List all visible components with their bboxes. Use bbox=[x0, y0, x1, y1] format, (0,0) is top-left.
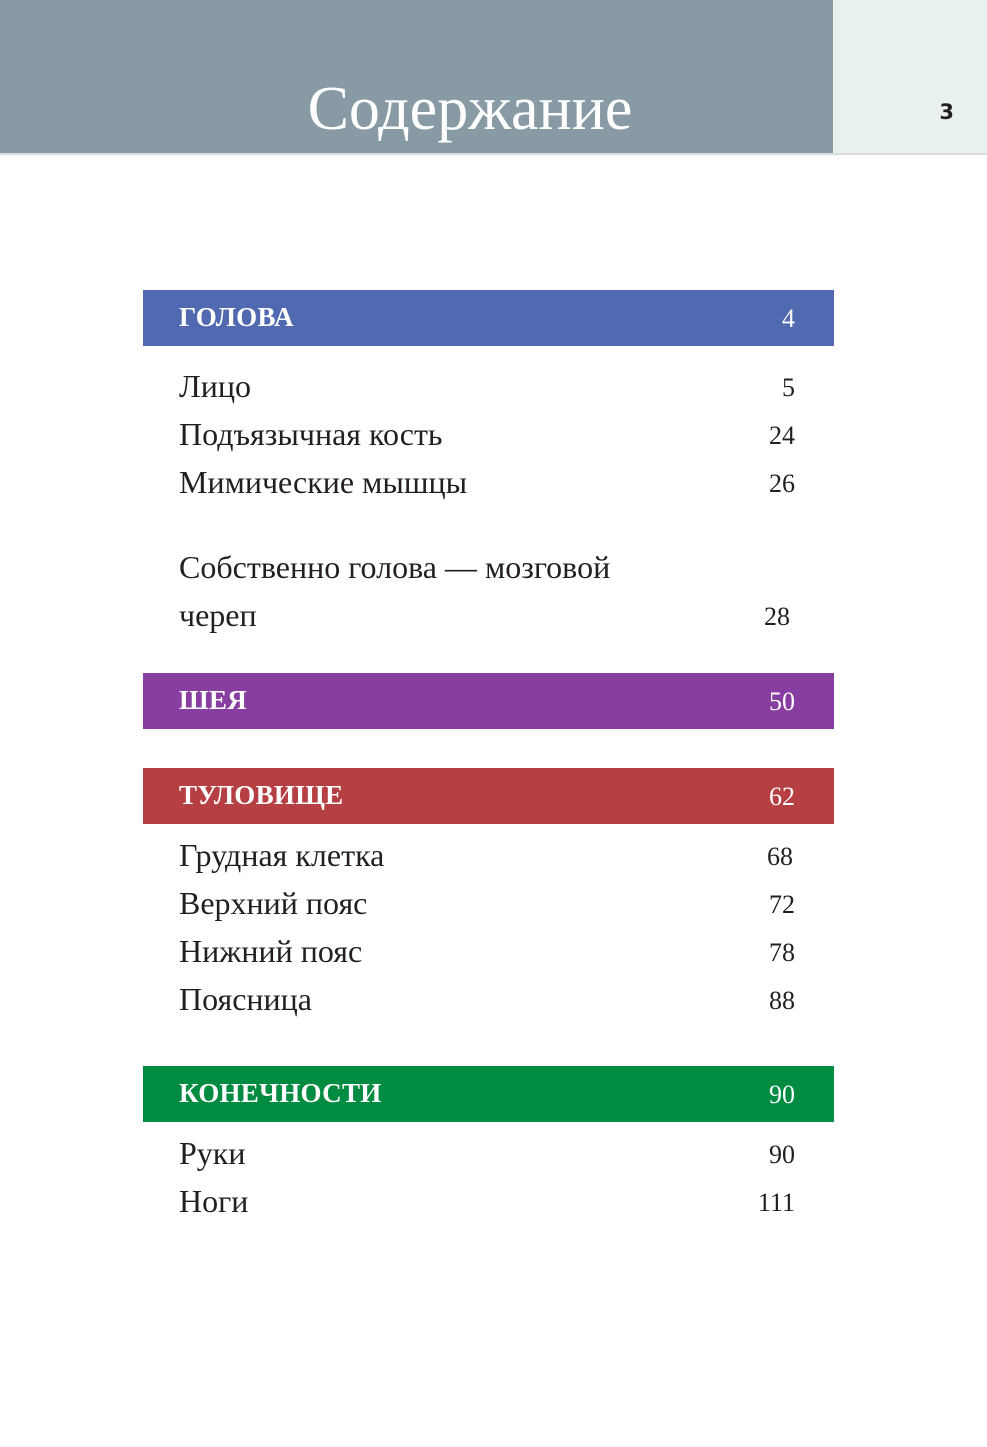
toc-entry[interactable] bbox=[179, 410, 795, 458]
toc-entry[interactable] bbox=[179, 1129, 795, 1177]
entry-page: 68 bbox=[767, 842, 793, 871]
entry-title: Подъязычная кость bbox=[179, 416, 443, 452]
toc-entry[interactable] bbox=[179, 831, 795, 879]
entry-page: 24 bbox=[769, 421, 795, 450]
entry-title: Мимические мышцы bbox=[179, 464, 468, 500]
page-title: Содержание bbox=[307, 75, 633, 143]
toc-entry[interactable] bbox=[179, 927, 795, 975]
entry-title: Поясница bbox=[179, 981, 312, 1017]
toc-entry[interactable] bbox=[179, 543, 795, 639]
entry-title: Ноги bbox=[179, 1183, 249, 1219]
toc-entry[interactable] bbox=[179, 362, 795, 410]
section-header-limbs[interactable] bbox=[143, 1066, 834, 1122]
toc-entry[interactable] bbox=[179, 975, 795, 1023]
toc-entry[interactable] bbox=[179, 879, 795, 927]
entry-page: 111 bbox=[757, 1188, 795, 1217]
entry-title-line2: череп bbox=[179, 597, 257, 633]
entry-page: 5 bbox=[782, 373, 795, 402]
section-label: ТУЛОВИЩЕ bbox=[179, 780, 344, 810]
entry-page: 88 bbox=[769, 986, 795, 1015]
entry-page: 28 bbox=[764, 602, 790, 631]
section-page: 90 bbox=[769, 1080, 795, 1109]
entry-title: Руки bbox=[179, 1135, 246, 1171]
section-header-head[interactable] bbox=[143, 290, 834, 346]
section-page: 62 bbox=[769, 782, 795, 811]
entry-title: Нижний пояс bbox=[179, 933, 363, 969]
section-page: 50 bbox=[769, 687, 795, 716]
header-divider bbox=[0, 153, 987, 155]
header-banner bbox=[0, 0, 833, 153]
entry-title: Верхний пояс bbox=[179, 885, 368, 921]
toc-entry[interactable] bbox=[179, 1177, 795, 1225]
entry-page: 90 bbox=[769, 1140, 795, 1169]
section-label: ШЕЯ bbox=[179, 685, 248, 715]
entry-title: Грудная клетка bbox=[179, 837, 385, 873]
section-header-neck[interactable] bbox=[143, 673, 834, 729]
entry-page: 78 bbox=[769, 938, 795, 967]
entry-page: 72 bbox=[769, 890, 795, 919]
entry-title-line1: Собственно голова — мозговой bbox=[179, 549, 611, 585]
toc-entry[interactable] bbox=[179, 458, 795, 506]
page-number-box bbox=[833, 0, 987, 153]
section-page: 4 bbox=[782, 304, 795, 333]
section-label: ГОЛОВА bbox=[179, 302, 294, 332]
entry-title: Лицо bbox=[179, 368, 251, 404]
page-number: 3 bbox=[939, 100, 954, 124]
entry-page: 26 bbox=[769, 469, 795, 498]
section-label: КОНЕЧНОСТИ bbox=[179, 1078, 382, 1108]
section-header-torso[interactable] bbox=[143, 768, 834, 824]
